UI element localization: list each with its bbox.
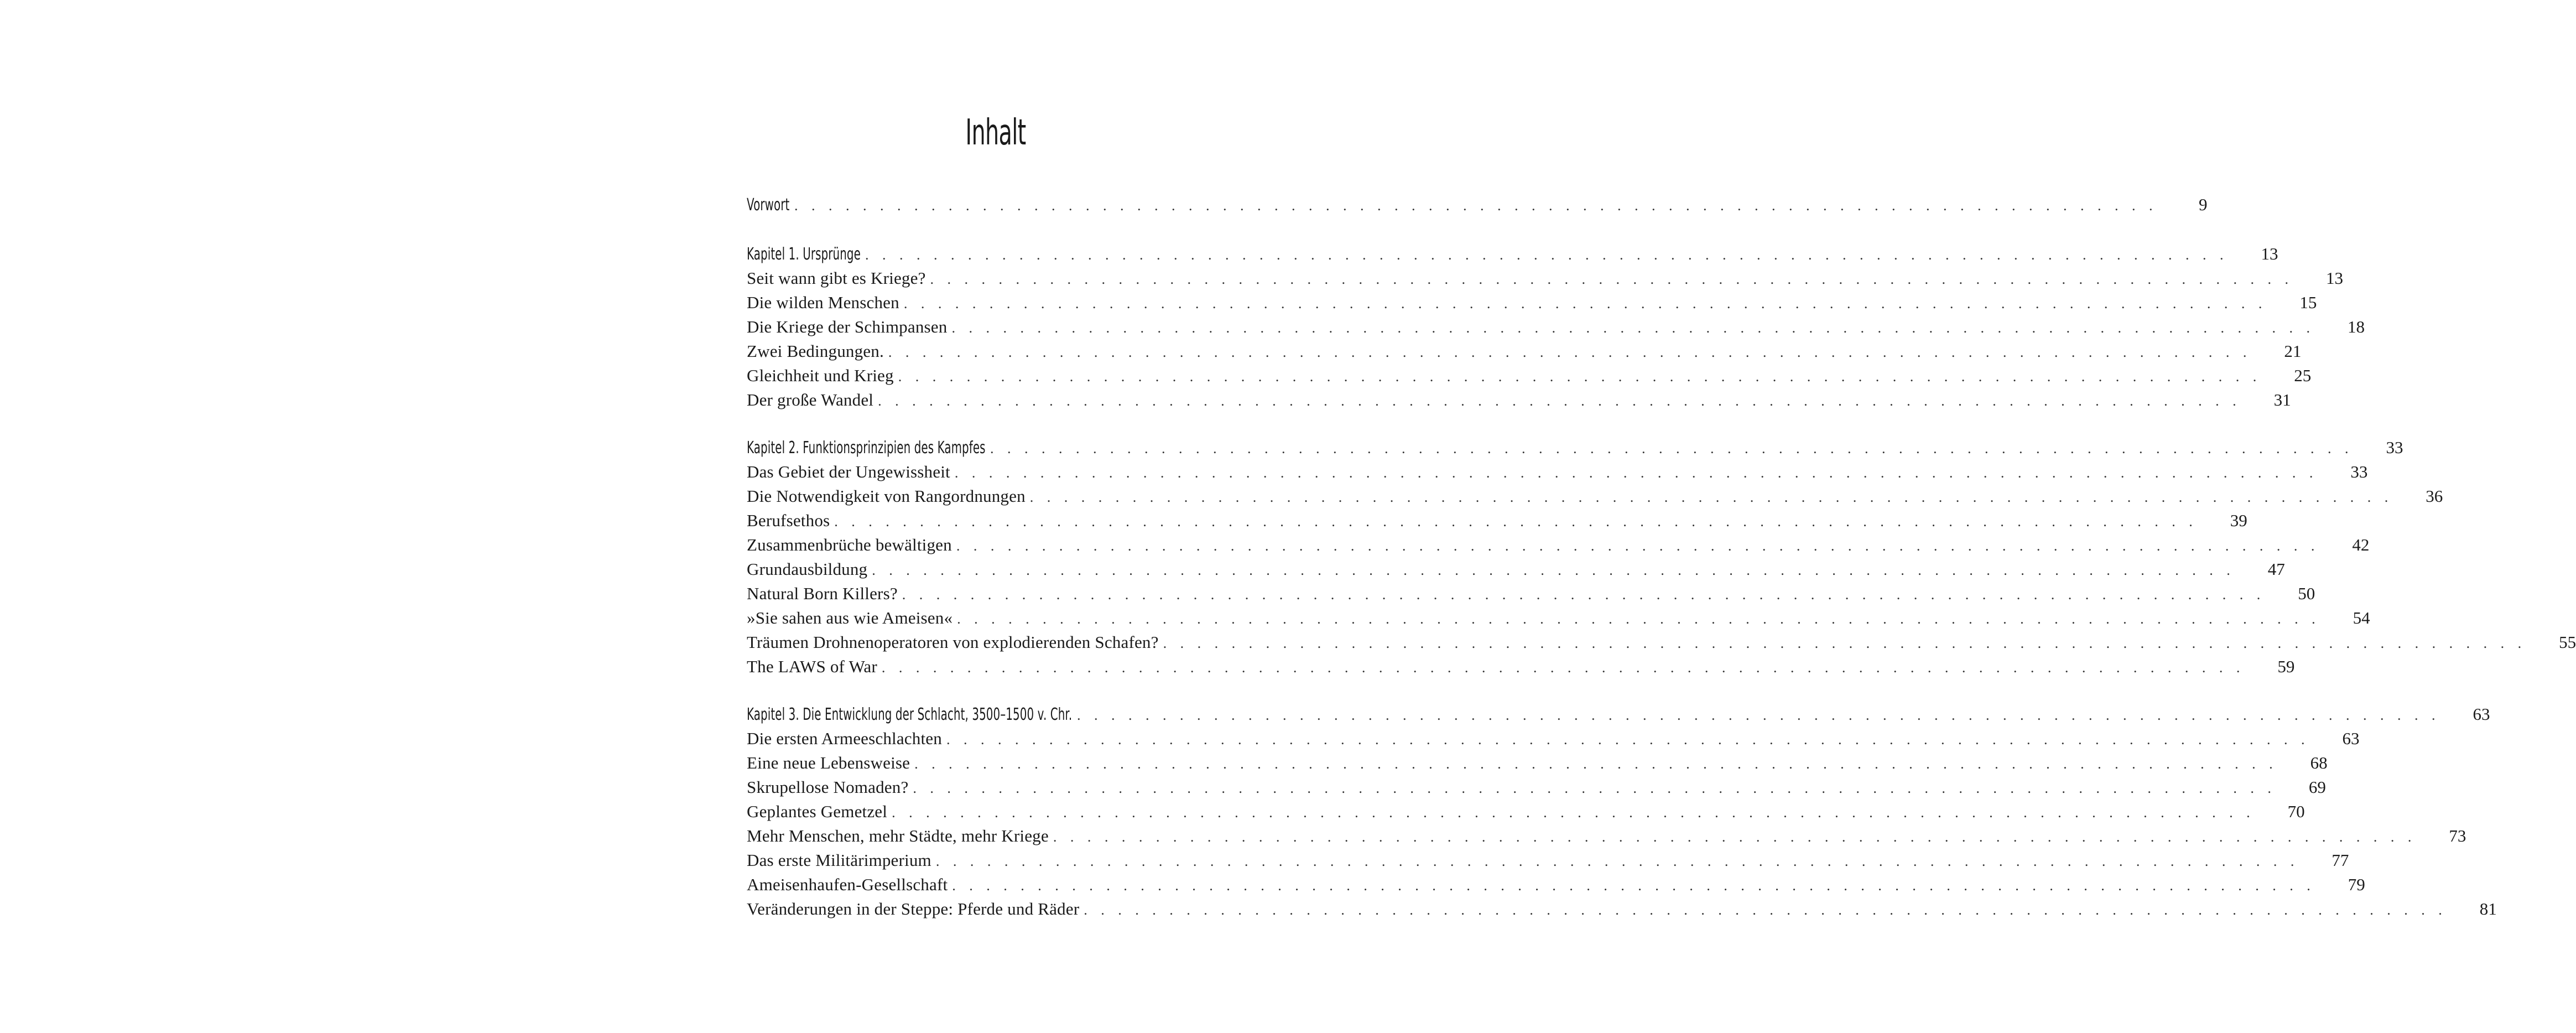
dot-leader: . . . . . . . . . . . . . . . . . . . . . . . . . . . . . . . . . . . . . . . . . . . . . . . . . . . . . . . . . . . . . . . . . . . . . . . . . . . . . . . . [794,198,2158,214]
page-number: 73 [2449,826,2466,845]
toc-entry[interactable] [747,848,2349,873]
entry-title: Das erste Militärimperium [747,850,931,870]
entry-title: Die ersten Armeeschlachten [747,729,942,748]
page-number: 81 [2479,899,2497,918]
page-number: 77 [2332,850,2349,870]
toc-section [747,435,2576,679]
entry-title: Zusammenbrüche bewältigen [747,535,952,554]
chapter-title-wrap [747,242,861,269]
dot-leader: . . . . . . . . . . . . . . . . . . . . . . . . . . . . . . . . . . . . . . . . . . . . . . . . . . . . . . . . . . . . . . . . . . . . . . . . . . . . . . . . [946,731,2310,748]
dot-leader: . . . . . . . . . . . . . . . . . . . . . . . . . . . . . . . . . . . . . . . . . . . . . . . . . . . . . . . . . . . . . . . . . . . . . . . . . . . . . . . . [834,513,2198,530]
entry-title: Geplantes Gemetzel [747,802,888,821]
dot-leader: . . . . . . . . . . . . . . . . . . . . . . . . . . . . . . . . . . . . . . . . . . . . . . . . . . . . . . . . . . . . . . . . . . . . . . . . . . . . . . . . [951,320,2315,336]
page-number: 21 [2284,341,2302,361]
toc-entry[interactable] [747,897,2497,921]
dot-leader: . . . . . . . . . . . . . . . . . . . . . . . . . . . . . . . . . . . . . . . . . . . . . . . . . . . . . . . . . . . . . . . . . . . . . . . . . . . . . . . . [913,780,2276,796]
entry-title: The LAWS of War [747,657,877,676]
dot-leader: . . . . . . . . . . . . . . . . . . . . . . . . . . . . . . . . . . . . . . . . . . . . . . . . . . . . . . . . . . . . . . . . . . . . . . . . . . . . . . . . [872,562,2235,578]
page-number: 47 [2267,559,2285,579]
entry-title: Veränderungen in der Steppe: Pferde und Räder [747,899,1080,918]
chapter-title: Kapitel 2. Funktionsprinzipien des Kampfes [747,438,986,458]
dot-leader: . . . . . . . . . . . . . . . . . . . . . . . . . . . . . . . . . . . . . . . . . . . . . . . . . . . . . . . . . . . . . . . . . . . . . . . . . . . . . . . . [1084,902,2447,918]
toc-section [747,242,2365,412]
dot-leader: . . . . . . . . . . . . . . . . . . . . . . . . . . . . . . . . . . . . . . . . . . . . . . . . . . . . . . . . . . . . . . . . . . . . . . . . . . . . . . . . [914,756,2278,772]
toc-entry[interactable] [747,775,2326,800]
toc-section [747,193,2208,217]
toc-entry[interactable] [747,557,2285,582]
dot-leader: . . . . . . . . . . . . . . . . . . . . . . . . . . . . . . . . . . . . . . . . . . . . . . . . . . . . . . . . . . . . . . . . . . . . . . . . . . . . . . . . [878,393,2241,409]
page-number: 70 [2287,802,2305,821]
chapter-title: Kapitel 1. Ursprünge [747,245,861,264]
right-page [664,0,2576,1033]
toc-entry[interactable] [747,655,2295,679]
toc-chapter-entry[interactable] [747,242,2278,266]
toc-chapter-entry[interactable] [747,702,2490,726]
toc-entry[interactable] [747,508,2247,533]
toc-entry[interactable] [747,460,2368,484]
toc-entry[interactable] [747,266,2344,290]
entry-title: Das Gebiet der Ungewissheit [747,462,950,481]
page-number: 63 [2473,704,2490,724]
toc-chapter-entry[interactable] [747,193,2208,217]
page-number: 36 [2426,486,2443,506]
entry-title: Die Kriege der Schimpansen [747,317,948,336]
dot-leader: . . . . . . . . . . . . . . . . . . . . . . . . . . . . . . . . . . . . . . . . . . . . . . . . . . . . . . . . . . . . . . . . . . . . . . . . . . . . . . . . [1163,635,2527,651]
chapter-title-wrap [747,193,790,220]
entry-title: Die wilden Menschen [747,293,899,312]
entry-title: Träumen Drohnenoperatoren von explodierenden Schafen? [747,632,1159,652]
toc-chapter-entry[interactable] [747,435,2403,460]
dot-leader: . . . . . . . . . . . . . . . . . . . . . . . . . . . . . . . . . . . . . . . . . . . . . . . . . . . . . . . . . . . . . . . . . . . . . . . . . . . . . . . . [865,247,2229,263]
toc-entry[interactable] [747,290,2317,315]
dot-leader: . . . . . . . . . . . . . . . . . . . . . . . . . . . . . . . . . . . . . . . . . . . . . . . . . . . . . . . . . . . . . . . . . . . . . . . . . . . . . . . . [903,295,2267,312]
page-number: 55 [2559,632,2576,652]
page-number: 69 [2308,777,2326,797]
entry-title: Berufsethos [747,511,830,530]
dot-leader: . . . . . . . . . . . . . . . . . . . . . . . . . . . . . . . . . . . . . . . . . . . . . . . . . . . . . . . . . . . . . . . . . . . . . . . . . . . . . . . . [957,611,2320,627]
entry-title: Gleichheit und Krieg [747,366,894,385]
dot-leader: . . . . . . . . . . . . . . . . . . . . . . . . . . . . . . . . . . . . . . . . . . . . . . . . . . . . . . . . . . . . . . . . . . . . . . . . . . . . . . . . [881,660,2245,676]
page-number: 54 [2353,608,2370,627]
toc-entry[interactable] [747,484,2443,508]
dot-leader: . . . . . . . . . . . . . . . . . . . . . . . . . . . . . . . . . . . . . . . . . . . . . . . . . . . . . . . . . . . . . . . . . . . . . . . . . . . . . . . . [935,853,2299,869]
entry-title: Mehr Menschen, mehr Städte, mehr Kriege [747,826,1049,845]
page-number: 42 [2352,535,2370,554]
toc-entry[interactable] [747,751,2328,775]
toc-entry[interactable] [747,726,2360,751]
dot-leader: . . . . . . . . . . . . . . . . . . . . . . . . . . . . . . . . . . . . . . . . . . . . . . . . . . . . . . . . . . . . . . . . . . . . . . . . . . . . . . . . [898,368,2262,385]
entry-title: Natural Born Killers? [747,584,898,603]
toc-entry[interactable] [747,582,2315,606]
page-number: 9 [2199,195,2208,214]
page-number: 18 [2347,317,2365,336]
toc-entry[interactable] [747,630,2576,655]
toc-entry[interactable] [747,315,2365,339]
page-number: 15 [2299,293,2317,312]
page-number: 13 [2261,244,2278,263]
entry-title: Seit wann gibt es Kriege? [747,268,926,288]
chapter-title: Kapitel 3. Die Entwicklung der Schlacht, 3500–1500 v. Chr. [747,705,1073,724]
entry-title: Eine neue Lebensweise [747,753,910,772]
dot-leader: . . . . . . . . . . . . . . . . . . . . . . . . . . . . . . . . . . . . . . . . . . . . . . . . . . . . . . . . . . . . . . . . . . . . . . . . . . . . . . . . [954,465,2318,481]
entry-title: Ameisenhaufen-Gesellschaft [747,875,948,894]
toc-entry[interactable] [747,388,2291,412]
chapter-title-wrap [747,436,986,463]
dot-leader: . . . . . . . . . . . . . . . . . . . . . . . . . . . . . . . . . . . . . . . . . . . . . . . . . . . . . . . . . . . . . . . . . . . . . . . . . . . . . . . . [990,440,2354,456]
toc-entry[interactable] [747,533,2370,557]
toc-entry[interactable] [747,800,2305,824]
left-page-blank [0,0,664,1033]
chapter-title: Vorwort [747,195,790,215]
table-of-contents [747,193,2576,944]
toc-section [747,702,2497,921]
dot-leader: . . . . . . . . . . . . . . . . . . . . . . . . . . . . . . . . . . . . . . . . . . . . . . . . . . . . . . . . . . . . . . . . . . . . . . . . . . . . . . . . [1029,489,2393,505]
dot-leader: . . . . . . . . . . . . . . . . . . . . . . . . . . . . . . . . . . . . . . . . . . . . . . . . . . . . . . . . . . . . . . . . . . . . . . . . . . . . . . . . [956,538,2320,554]
entry-title: Der große Wandel [747,390,874,409]
page-number: 79 [2348,875,2365,894]
page-number: 13 [2326,268,2344,288]
dot-leader: . . . . . . . . . . . . . . . . . . . . . . . . . . . . . . . . . . . . . . . . . . . . . . . . . . . . . . . . . . . . . . . . . . . . . . . . . . . . . . . . [952,878,2315,894]
toc-entry[interactable] [747,606,2370,630]
page-number: 31 [2273,390,2291,409]
toc-entry[interactable] [747,873,2365,897]
entry-title: »Sie sahen aus wie Ameisen« [747,608,953,627]
entry-title: Zwei Bedingungen. [747,341,884,361]
page-number: 33 [2350,462,2368,481]
dot-leader: . . . . . . . . . . . . . . . . . . . . . . . . . . . . . . . . . . . . . . . . . . . . . . . . . . . . . . . . . . . . . . . . . . . . . . . . . . . . . . . . [930,271,2294,287]
page-number: 39 [2230,511,2247,530]
page-number: 59 [2277,657,2295,676]
page-number: 25 [2294,366,2312,385]
dot-leader: . . . . . . . . . . . . . . . . . . . . . . . . . . . . . . . . . . . . . . . . . . . . . . . . . . . . . . . . . . . . . . . . . . . . . . . . . . . . . . . . [1077,707,2440,723]
page-number: 33 [2386,438,2403,457]
page-number: 68 [2310,753,2328,772]
page-title: Inhalt [965,112,1026,153]
entry-title: Grundausbildung [747,559,868,579]
dot-leader: . . . . . . . . . . . . . . . . . . . . . . . . . . . . . . . . . . . . . . . . . . . . . . . . . . . . . . . . . . . . . . . . . . . . . . . . . . . . . . . . [902,586,2266,603]
chapter-title-wrap [747,703,1073,730]
page-number: 50 [2298,584,2315,603]
entry-title: Die Notwendigkeit von Rangordnungen [747,486,1026,506]
dot-leader: . . . . . . . . . . . . . . . . . . . . . . . . . . . . . . . . . . . . . . . . . . . . . . . . . . . . . . . . . . . . . . . . . . . . . . . . . . . . . . . . [1053,829,2417,845]
toc-entry[interactable] [747,364,2312,388]
page-number: 63 [2342,729,2360,748]
dot-leader: . . . . . . . . . . . . . . . . . . . . . . . . . . . . . . . . . . . . . . . . . . . . . . . . . . . . . . . . . . . . . . . . . . . . . . . . . . . . . . . . [892,804,2255,821]
toc-entry[interactable] [747,339,2302,364]
dot-leader: . . . . . . . . . . . . . . . . . . . . . . . . . . . . . . . . . . . . . . . . . . . . . . . . . . . . . . . . . . . . . . . . . . . . . . . . . . . . . . . . [888,344,2252,360]
toc-entry[interactable] [747,824,2466,848]
entry-title: Skrupellose Nomaden? [747,777,909,797]
